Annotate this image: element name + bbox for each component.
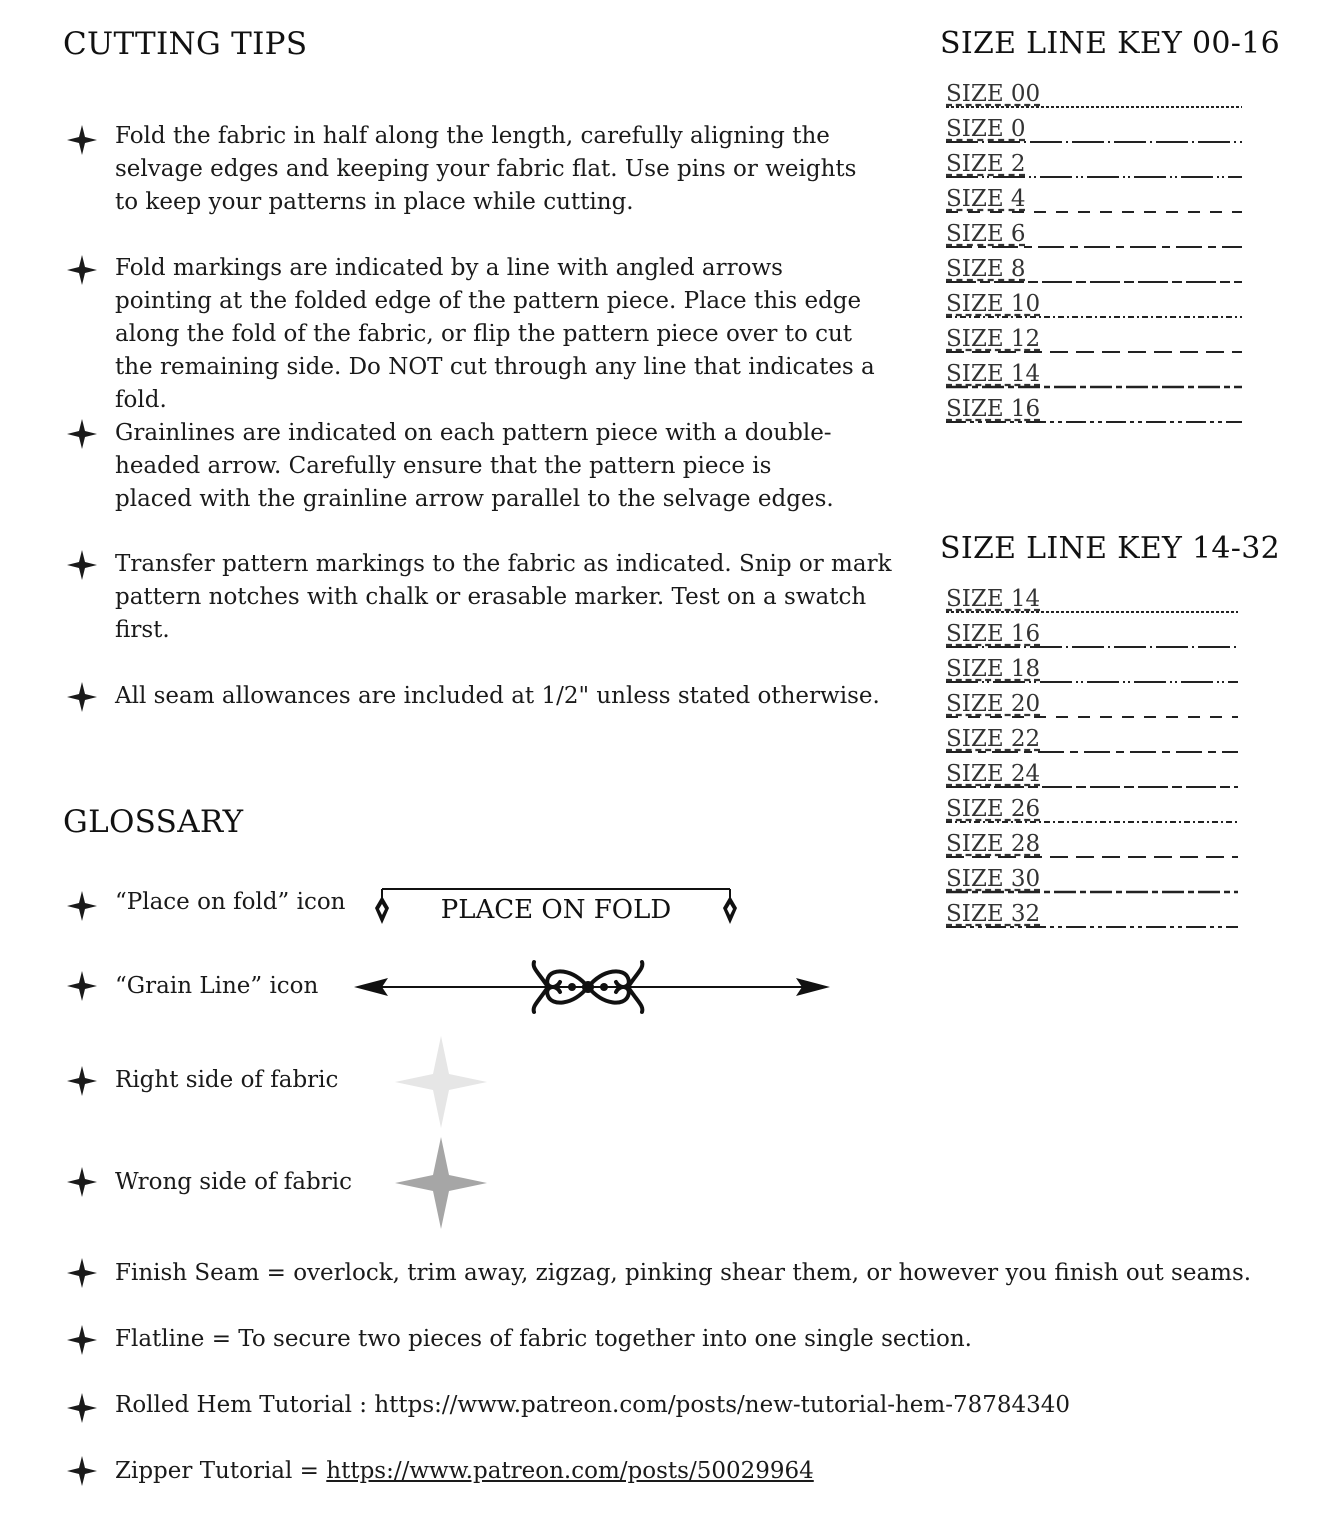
size-key-row bbox=[946, 80, 1246, 115]
size-label: SIZE 28 bbox=[946, 831, 1041, 857]
size-key-row bbox=[946, 655, 1246, 690]
size-label: SIZE 8 bbox=[946, 256, 1026, 282]
star-bullet-icon bbox=[66, 970, 98, 1002]
size-label: SIZE 10 bbox=[946, 291, 1041, 317]
glossary-title: GLOSSARY bbox=[63, 804, 244, 840]
size-label: SIZE 00 bbox=[946, 81, 1041, 107]
size-label: SIZE 16 bbox=[946, 621, 1041, 647]
size-label: SIZE 14 bbox=[946, 586, 1041, 612]
size-key-row bbox=[946, 620, 1246, 655]
size-line-sample bbox=[946, 419, 1242, 425]
rolled-hem-tutorial[interactable]: Rolled Hem Tutorial : https://www.patreon.com/posts/new-tutorial-hem-78784340 bbox=[115, 1392, 1071, 1418]
size-label: SIZE 26 bbox=[946, 796, 1041, 822]
size-line-sample bbox=[946, 314, 1242, 320]
size-line-sample bbox=[946, 609, 1238, 615]
size-label: SIZE 20 bbox=[946, 691, 1041, 717]
size-line-sample bbox=[946, 889, 1238, 895]
size-line-sample bbox=[946, 279, 1242, 285]
star-bullet-icon bbox=[66, 1166, 98, 1198]
size-line-sample bbox=[946, 104, 1242, 110]
place-on-fold-label: “Place on fold” icon bbox=[115, 889, 346, 915]
cutting-tip-4: Transfer pattern markings to the fabric as indicated. Snip or mark pattern notches with chalk or erasable marker. Test on a swatch first. bbox=[115, 551, 892, 643]
zipper-tutorial-label: Zipper Tutorial = bbox=[115, 1458, 327, 1484]
star-bullet-icon bbox=[66, 418, 98, 450]
wrong-side-fabric-icon bbox=[395, 1137, 487, 1229]
size-line-sample bbox=[946, 679, 1238, 685]
size-label: SIZE 6 bbox=[946, 221, 1026, 247]
size-key-row bbox=[946, 115, 1246, 150]
size-line-sample bbox=[946, 349, 1242, 355]
size-line-sample bbox=[946, 854, 1238, 860]
zipper-tutorial bbox=[115, 1455, 814, 1488]
size-line-sample bbox=[946, 924, 1238, 930]
right-side-fabric-icon bbox=[395, 1036, 487, 1128]
size-key-row bbox=[946, 150, 1246, 185]
star-bullet-icon bbox=[66, 124, 98, 156]
size-key-1-title: SIZE LINE KEY 00-16 bbox=[940, 26, 1280, 61]
star-bullet-icon bbox=[66, 681, 98, 713]
size-label: SIZE 0 bbox=[946, 116, 1026, 142]
size-key-2-list bbox=[946, 585, 1246, 935]
grain-line-label: “Grain Line” icon bbox=[115, 973, 319, 999]
star-bullet-icon bbox=[66, 1324, 98, 1356]
flatline-definition: Flatline = To secure two pieces of fabric together into one single section. bbox=[115, 1326, 972, 1352]
zipper-tutorial-link[interactable]: https://www.patreon.com/posts/50029964 bbox=[326, 1458, 814, 1484]
size-key-row bbox=[946, 255, 1246, 290]
grain-line-icon bbox=[352, 958, 834, 1018]
size-key-row bbox=[946, 325, 1246, 360]
size-line-sample bbox=[946, 209, 1242, 215]
size-key-row bbox=[946, 360, 1246, 395]
size-line-sample bbox=[946, 174, 1242, 180]
finish-seam-definition: Finish Seam = overlock, trim away, zigzag, pinking shear them, or however you finish out seams. bbox=[115, 1260, 1252, 1286]
size-label: SIZE 22 bbox=[946, 726, 1041, 752]
size-label: SIZE 2 bbox=[946, 151, 1026, 177]
size-line-sample bbox=[946, 714, 1238, 720]
star-bullet-icon bbox=[66, 1065, 98, 1097]
size-line-sample bbox=[946, 644, 1238, 650]
size-line-sample bbox=[946, 819, 1238, 825]
star-bullet-icon bbox=[66, 254, 98, 286]
star-bullet-icon bbox=[66, 890, 98, 922]
size-label: SIZE 30 bbox=[946, 866, 1041, 892]
cutting-tip-3: Grainlines are indicated on each pattern piece with a double-headed arrow. Carefully ensure that the pattern piece is placed with the grainline arrow parallel to the selvage edges. bbox=[115, 420, 834, 512]
place-on-fold-text: PLACE ON FOLD bbox=[440, 895, 672, 925]
size-key-row bbox=[946, 290, 1246, 325]
size-key-row bbox=[946, 865, 1246, 900]
size-label: SIZE 18 bbox=[946, 656, 1041, 682]
place-on-fold-icon bbox=[368, 880, 744, 930]
size-label: SIZE 4 bbox=[946, 186, 1026, 212]
size-key-2-title: SIZE LINE KEY 14-32 bbox=[940, 531, 1280, 566]
size-key-row bbox=[946, 185, 1246, 220]
size-line-sample bbox=[946, 244, 1242, 250]
cutting-tip-2: Fold markings are indicated by a line with angled arrows pointing at the folded edge of the pattern piece. Place this edge along the fold of the fabric, or flip the pattern piece over to cut the remaining side. Do NOT cut through any line that indicates a fold. bbox=[115, 255, 875, 413]
size-label: SIZE 12 bbox=[946, 326, 1041, 352]
size-key-1-list bbox=[946, 80, 1246, 430]
size-line-sample bbox=[946, 139, 1242, 145]
size-key-row bbox=[946, 220, 1246, 255]
size-label: SIZE 24 bbox=[946, 761, 1041, 787]
size-line-sample bbox=[946, 384, 1242, 390]
cutting-tip-1: Fold the fabric in half along the length, carefully aligning the selvage edges and keeping your fabric flat. Use pins or weights to keep your patterns in place while cutting. bbox=[115, 123, 857, 215]
size-label: SIZE 14 bbox=[946, 361, 1041, 387]
size-label: SIZE 16 bbox=[946, 396, 1041, 422]
star-bullet-icon bbox=[66, 1257, 98, 1289]
size-key-row bbox=[946, 395, 1246, 430]
size-line-sample bbox=[946, 749, 1238, 755]
cutting-tips-title: CUTTING TIPS bbox=[63, 26, 308, 62]
size-key-row bbox=[946, 690, 1246, 725]
size-key-row bbox=[946, 760, 1246, 795]
wrong-side-label: Wrong side of fabric bbox=[115, 1169, 352, 1195]
size-key-row bbox=[946, 830, 1246, 865]
star-bullet-icon bbox=[66, 1455, 98, 1487]
cutting-tip-5: All seam allowances are included at 1/2" unless stated otherwise. bbox=[115, 683, 880, 709]
size-label: SIZE 32 bbox=[946, 901, 1041, 927]
star-bullet-icon bbox=[66, 1392, 98, 1424]
star-bullet-icon bbox=[66, 549, 98, 581]
size-key-row bbox=[946, 900, 1246, 935]
size-key-row bbox=[946, 795, 1246, 830]
right-side-label: Right side of fabric bbox=[115, 1067, 339, 1093]
size-key-row bbox=[946, 725, 1246, 760]
size-key-row bbox=[946, 585, 1246, 620]
size-line-sample bbox=[946, 784, 1238, 790]
